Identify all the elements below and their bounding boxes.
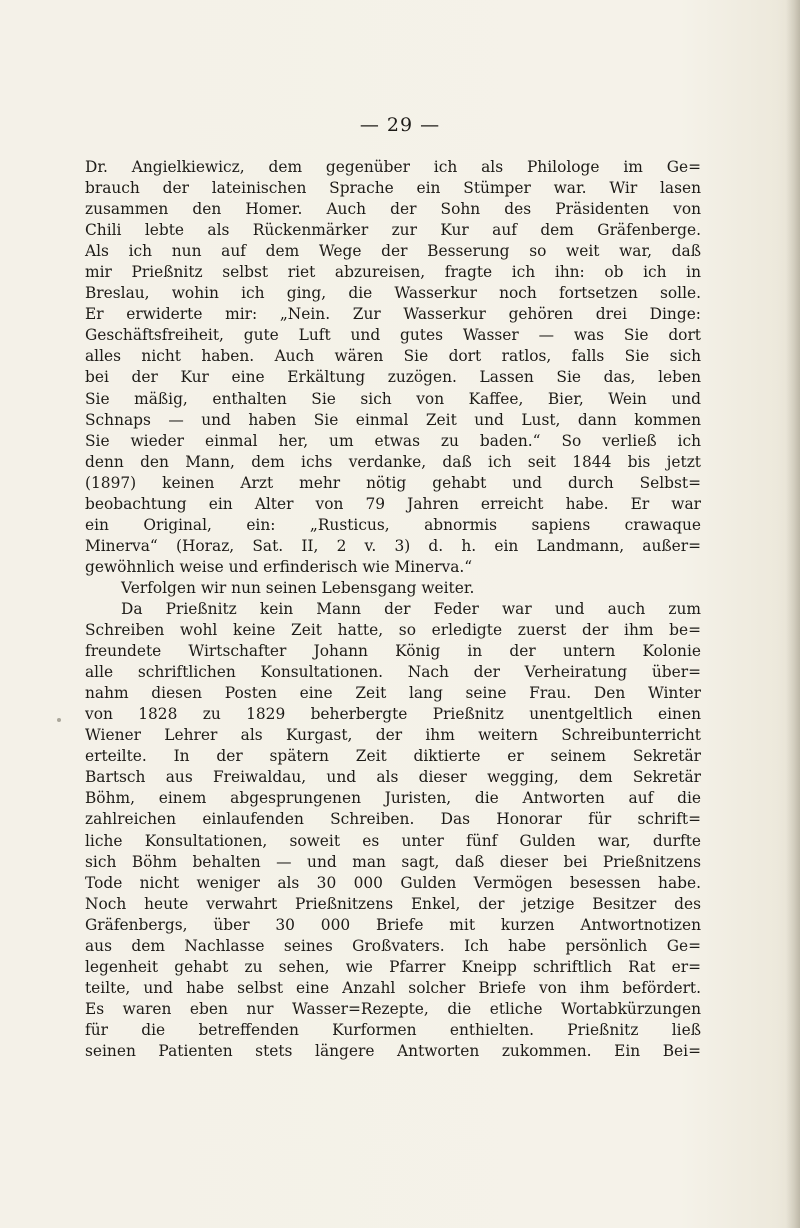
- text-line: sich Böhm behalten — und man sagt, daß dieser bei Prießnitzens: [85, 852, 701, 871]
- text-line: Bartsch aus Freiwaldau, und als dieser wegging, dem Sekretär: [85, 768, 701, 787]
- text-line: von 1828 zu 1829 beherbergte Prießnitz unentgeltlich einen: [85, 705, 701, 724]
- text-line: teilte, und habe selbst eine Anzahl solcher Briefe von ihm befördert.: [85, 978, 701, 997]
- text-line: seinen Patienten stets längere Antworten zukommen. Ein Bei=: [85, 1041, 701, 1060]
- text-line: Schreiben wohl keine Zeit hatte, so erledigte zuerst der ihm be=: [85, 621, 701, 640]
- text-line: Böhm, einem abgesprungenen Juristen, die Antworten auf die: [85, 789, 701, 808]
- text-line: ein Original, ein: „Rusticus, abnormis sapiens crawaque: [85, 515, 701, 534]
- text-line: für die betreffenden Kurformen enthielten. Prießnitz ließ: [85, 1020, 701, 1039]
- text-line: denn den Mann, dem ichs verdanke, daß ich seit 1844 bis jetzt: [85, 452, 701, 471]
- page-edge-shadow: [786, 0, 800, 1228]
- text-line: gewöhnlich weise und erfinderisch wie Minerva.“: [85, 557, 473, 576]
- page-number: — 29 —: [359, 114, 441, 136]
- text-line: Wiener Lehrer als Kurgast, der ihm weitern Schreibunterricht: [85, 726, 701, 745]
- text-line: Verfolgen wir nun seinen Lebensgang weiter.: [121, 578, 475, 597]
- text-line: Gräfenbergs, über 30 000 Briefe mit kurzen Antwortnotizen: [85, 915, 701, 934]
- text-line: Sie wieder einmal her, um etwas zu baden.“ So verließ ich: [85, 431, 701, 450]
- text-line: beobachtung ein Alter von 79 Jahren erreicht habe. Er war: [85, 494, 701, 513]
- text-line: Da Prießnitz kein Mann der Feder war und auch zum: [121, 599, 701, 618]
- text-line: erteilte. In der spätern Zeit diktierte er seinem Sekretär: [85, 747, 701, 766]
- text-line: Dr. Angielkiewicz, dem gegenüber ich als Philologe im Ge=: [85, 158, 701, 176]
- text-line: Noch heute verwahrt Prießnitzens Enkel, der jetzige Besitzer des: [85, 894, 701, 913]
- text-line: (1897) keinen Arzt mehr nötig gehabt und durch Selbst=: [85, 473, 701, 492]
- text-line: Breslau, wohin ich ging, die Wasserkur noch fortsetzen solle.: [85, 284, 701, 303]
- text-line: aus dem Nachlasse seines Großvaters. Ich habe persönlich Ge=: [85, 936, 701, 955]
- text-line: Chili lebte als Rückenmärker zur Kur auf dem Gräfenberge.: [85, 221, 701, 240]
- text-line: bei der Kur eine Erkältung zuzögen. Lassen Sie das, leben: [85, 368, 701, 387]
- text-line: Es waren eben nur Wasser=Rezepte, die etliche Wortabkürzungen: [85, 999, 701, 1018]
- text-line: legenheit gehabt zu sehen, wie Pfarrer Kneipp schriftlich Rat er=: [85, 957, 701, 976]
- text-line: Tode nicht weniger als 30 000 Gulden Vermögen besessen habe.: [85, 873, 701, 892]
- text-line: Sie mäßig, enthalten Sie sich von Kaffee, Bier, Wein und: [85, 389, 701, 408]
- text-line: liche Konsultationen, soweit es unter fünf Gulden war, durfte: [85, 831, 701, 850]
- text-line: Er erwiderte mir: „Nein. Zur Wasserkur gehören drei Dinge:: [85, 305, 701, 324]
- text-line: Als ich nun auf dem Wege der Besserung so weit war, daß: [85, 242, 701, 261]
- text-line: alles nicht haben. Auch wären Sie dort ratlos, falls Sie sich: [85, 347, 701, 366]
- text-line: zahlreichen einlaufenden Schreiben. Das Honorar für schrift=: [85, 810, 701, 829]
- text-line: Schnaps — und haben Sie einmal Zeit und Lust, dann kommen: [85, 410, 701, 429]
- text-line: alle schriftlichen Konsultationen. Nach der Verheiratung über=: [85, 663, 701, 682]
- text-line: Geschäftsfreiheit, gute Luft und gutes Wasser — was Sie dort: [85, 326, 701, 345]
- text-line: freundete Wirtschafter Johann König in der untern Kolonie: [85, 642, 701, 661]
- text-line: nahm diesen Posten eine Zeit lang seine Frau. Den Winter: [85, 684, 701, 703]
- body-text: [85, 157, 701, 1062]
- paper-speck: [57, 718, 61, 722]
- text-line: brauch der lateinischen Sprache ein Stümper war. Wir lasen: [85, 179, 701, 198]
- text-line: zusammen den Homer. Auch der Sohn des Präsidenten von: [85, 200, 701, 219]
- text-line: Minerva“ (Horaz, Sat. II, 2 v. 3) d. h. ein Landmann, außer=: [85, 536, 701, 555]
- text-line: mir Prießnitz selbst riet abzureisen, fragte ich ihn: ob ich in: [85, 263, 701, 282]
